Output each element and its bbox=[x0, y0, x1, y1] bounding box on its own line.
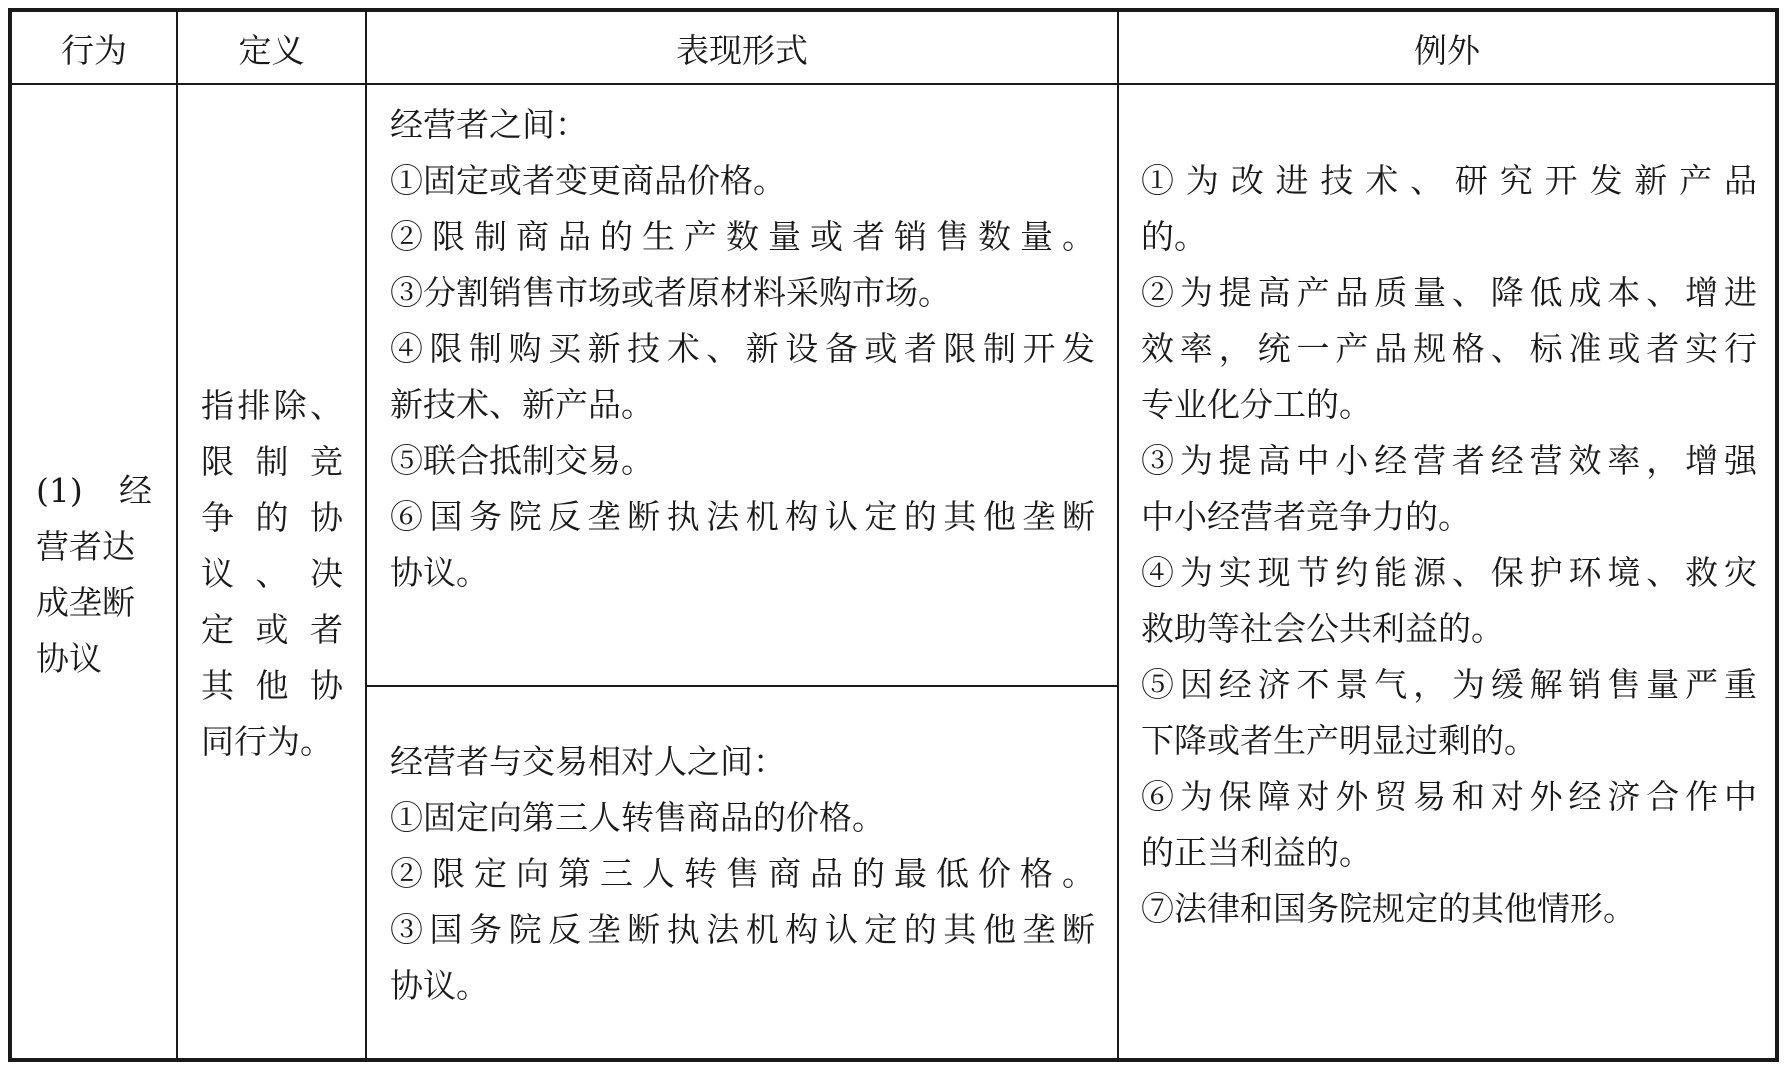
behavior-text-line: 协议 bbox=[36, 639, 102, 678]
forms-item: 新技术、新产品。 bbox=[390, 385, 654, 424]
forms-horizontal-cell bbox=[390, 97, 1095, 601]
forms-heading: 经营者之间： bbox=[390, 105, 588, 144]
forms-heading: 经营者与交易相对人之间： bbox=[390, 742, 786, 781]
forms-item: ③国务院反垄断执法机构认定的其他垄断 bbox=[390, 910, 1095, 949]
forms-item: ①固定向第三人转售商品的价格。 bbox=[390, 798, 885, 837]
exception-item: ③为提高中小经营者经营效率，增强 bbox=[1141, 441, 1757, 480]
forms-item: ①固定或者变更商品价格。 bbox=[390, 161, 786, 200]
exception-item: 救助等社会公共利益的。 bbox=[1141, 609, 1504, 648]
forms-item: ④限制购买新技术、新设备或者限制开发 bbox=[390, 329, 1095, 368]
header-forms: 表现形式 bbox=[676, 30, 808, 70]
behavior-text-line: 成垄断 bbox=[36, 583, 135, 622]
behavior-text-line: 营者达 bbox=[36, 527, 135, 566]
forms-item: 协议。 bbox=[390, 553, 489, 592]
exception-item: ⑥为保障对外贸易和对外经济合作中 bbox=[1141, 777, 1757, 816]
header-exceptions: 例外 bbox=[1414, 30, 1480, 70]
exception-item: ⑤因经济不景气，为缓解销售量严重 bbox=[1141, 665, 1757, 704]
forms-divider bbox=[366, 685, 1118, 687]
behavior-text-line: (1) 经 bbox=[36, 471, 152, 510]
exception-item: ④为实现节约能源、保护环境、救灾 bbox=[1141, 553, 1757, 592]
definition-text-line: 限制竞 bbox=[201, 442, 343, 481]
exception-item: 的。 bbox=[1141, 217, 1207, 256]
definition-text-line: 其他协 bbox=[201, 666, 343, 705]
column-divider bbox=[176, 8, 178, 1062]
forms-item: ⑤联合抵制交易。 bbox=[390, 441, 654, 480]
behavior-cell bbox=[36, 463, 152, 687]
column-divider bbox=[1117, 8, 1119, 1062]
exception-item: ②为提高产品质量、降低成本、增进 bbox=[1141, 273, 1757, 312]
exception-item: 的正当利益的。 bbox=[1141, 833, 1372, 872]
definition-cell bbox=[201, 378, 343, 770]
forms-item: ③分割销售市场或者原材料采购市场。 bbox=[390, 273, 951, 312]
definition-text-line: 同行为。 bbox=[201, 722, 333, 761]
column-divider bbox=[365, 8, 367, 1062]
exceptions-cell bbox=[1141, 153, 1757, 937]
definition-text-line: 指排除、 bbox=[201, 386, 343, 425]
exception-item: 下降或者生产明显过剩的。 bbox=[1141, 721, 1537, 760]
header-behavior: 行为 bbox=[61, 30, 127, 70]
definition-text-line: 议、决 bbox=[201, 554, 343, 593]
exception-item: 效率，统一产品规格、标准或者实行 bbox=[1141, 329, 1757, 368]
forms-item: ②限定向第三人转售商品的最低价格。 bbox=[390, 854, 1095, 893]
definition-text-line: 争的协 bbox=[201, 498, 343, 537]
exception-item: 专业化分工的。 bbox=[1141, 385, 1372, 424]
exception-item: ①为改进技术、研究开发新产品 bbox=[1141, 161, 1757, 200]
definition-text-line: 定或者 bbox=[201, 610, 343, 649]
exception-item: ⑦法律和国务院规定的其他情形。 bbox=[1141, 889, 1636, 928]
forms-vertical-cell bbox=[390, 734, 1095, 1014]
exception-item: 中小经营者竞争力的。 bbox=[1141, 497, 1471, 536]
forms-item: ②限制商品的生产数量或者销售数量。 bbox=[390, 217, 1095, 256]
forms-item: ⑥国务院反垄断执法机构认定的其他垄断 bbox=[390, 497, 1095, 536]
header-definition: 定义 bbox=[238, 30, 305, 70]
forms-item: 协议。 bbox=[390, 966, 489, 1005]
